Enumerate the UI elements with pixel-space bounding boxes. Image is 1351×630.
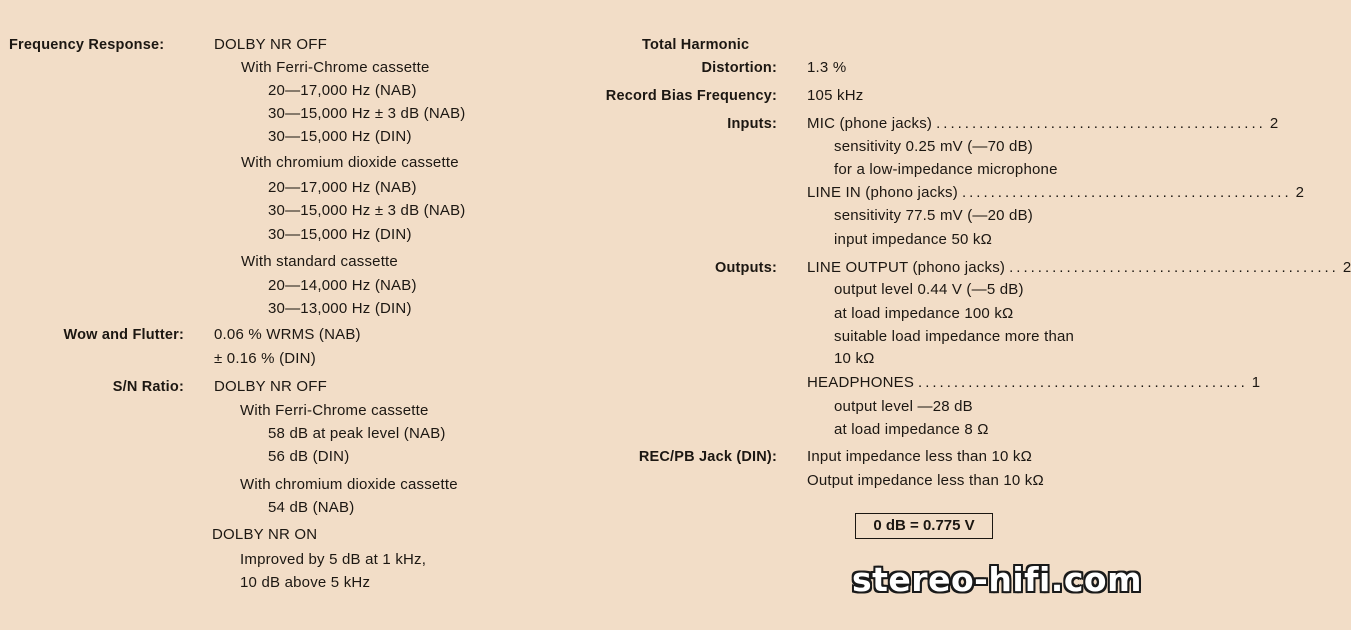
headphones-count: 1 xyxy=(1251,374,1261,391)
line-in-line: input impedance 50 kΩ xyxy=(834,231,993,248)
wow-flutter-line: ± 0.16 % (DIN) xyxy=(214,350,316,367)
sn-chrome-title: With chromium dioxide cassette xyxy=(240,476,458,493)
sn-ratio-label: S/N Ratio: xyxy=(112,379,184,395)
wow-flutter-label: Wow and Flutter: xyxy=(63,327,184,343)
leader-dots: .............................................. xyxy=(918,374,1248,391)
line-in-count: 2 xyxy=(1295,184,1305,201)
sn-ferri-line: 58 dB at peak level (NAB) xyxy=(268,425,446,442)
outputs-label: Outputs: xyxy=(714,260,777,276)
fr-ferri-title: With Ferri-Chrome cassette xyxy=(241,59,430,76)
fr-standard-title: With standard cassette xyxy=(241,253,398,270)
fr-chrome-line: 30—15,000 Hz ± 3 dB (NAB) xyxy=(268,202,466,219)
fr-ferri-line: 30—15,000 Hz ± 3 dB (NAB) xyxy=(268,105,466,122)
line-in-line: sensitivity 77.5 mV (—20 dB) xyxy=(834,207,1034,224)
line-out-row xyxy=(807,259,1351,277)
fr-chrome-line: 20—17,000 Hz (NAB) xyxy=(268,179,417,196)
mic-line: sensitivity 0.25 mV (—70 dB) xyxy=(834,138,1034,155)
sn-chrome-line: 54 dB (NAB) xyxy=(268,499,355,516)
sn-nr-on-line: 10 dB above 5 kHz xyxy=(240,574,371,591)
line-out-name: LINE OUTPUT (phono jacks) xyxy=(807,259,1006,276)
fr-chrome-title: With chromium dioxide cassette xyxy=(241,154,459,171)
rec-pb-line: Input impedance less than 10 kΩ xyxy=(807,448,1033,465)
mic-name: MIC (phone jacks) xyxy=(807,115,933,132)
line-in-name: LINE IN (phono jacks) xyxy=(807,184,958,201)
fr-ferri-line: 30—15,000 Hz (DIN) xyxy=(268,128,412,145)
wow-flutter-line: 0.06 % WRMS (NAB) xyxy=(214,326,361,343)
bias-value: 105 kHz xyxy=(807,87,864,104)
line-out-count: 2 xyxy=(1342,259,1351,276)
watermark: stereo-hifi.com xyxy=(852,560,1142,599)
sn-ferri-line: 56 dB (DIN) xyxy=(268,448,350,465)
bias-label: Record Bias Frequency: xyxy=(605,88,777,104)
line-out-line: at load impedance 100 kΩ xyxy=(834,305,1014,322)
line-out-line: 10 kΩ xyxy=(834,350,875,367)
leader-dots: .............................................. xyxy=(936,115,1266,132)
line-out-line: suitable load impedance more than xyxy=(834,328,1075,345)
fr-standard-line: 20—14,000 Hz (NAB) xyxy=(268,277,417,294)
thd-value: 1.3 % xyxy=(807,59,847,76)
thd-label-line2: Distortion: xyxy=(701,60,777,76)
sn-ferri-title: With Ferri-Chrome cassette xyxy=(240,402,429,419)
fr-chrome-line: 30—15,000 Hz (DIN) xyxy=(268,226,412,243)
fr-ferri-line: 20—17,000 Hz (NAB) xyxy=(268,82,417,99)
headphones-line: output level —28 dB xyxy=(834,398,973,415)
frequency-response-label: Frequency Response: xyxy=(9,37,165,53)
mic-line: for a low-impedance microphone xyxy=(834,161,1058,178)
leader-dots: .............................................. xyxy=(1009,259,1339,276)
sn-nr-off: DOLBY NR OFF xyxy=(214,378,327,395)
inputs-label: Inputs: xyxy=(727,116,777,132)
line-out-line: output level 0.44 V (—5 dB) xyxy=(834,281,1024,298)
thd-label-line1: Total Harmonic xyxy=(642,37,750,53)
sn-nr-on: DOLBY NR ON xyxy=(212,526,318,543)
fr-nr-off: DOLBY NR OFF xyxy=(214,36,327,53)
line-in-row xyxy=(807,184,1305,202)
mic-row xyxy=(807,115,1279,133)
sn-nr-on-line: Improved by 5 dB at 1 kHz, xyxy=(240,551,427,568)
reference-level-note: 0 dB = 0.775 V xyxy=(855,513,993,539)
mic-count: 2 xyxy=(1269,115,1279,132)
headphones-name: HEADPHONES xyxy=(807,374,915,391)
rec-pb-line: Output impedance less than 10 kΩ xyxy=(807,472,1044,489)
fr-standard-line: 30—13,000 Hz (DIN) xyxy=(268,300,412,317)
leader-dots: .............................................. xyxy=(961,184,1292,201)
rec-pb-label: REC/PB Jack (DIN): xyxy=(638,449,777,465)
headphones-line: at load impedance 8 Ω xyxy=(834,421,989,438)
headphones-row xyxy=(807,374,1261,392)
